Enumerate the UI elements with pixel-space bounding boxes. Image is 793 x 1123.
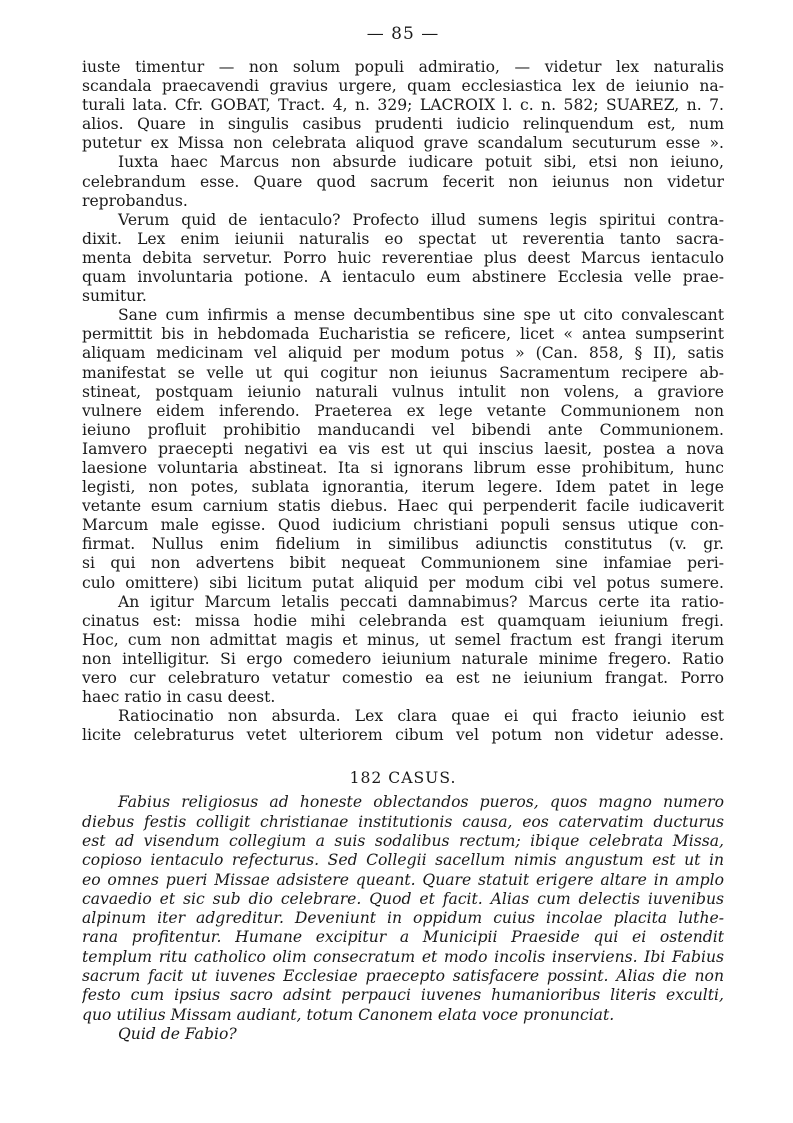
case-line: Fabius religiosus ad honeste oblectandos pueros, quos magno numero — [118, 793, 724, 812]
main-line: licite celebraturus vetet ulteriorem cibum vel potum non videtur adesse. — [82, 726, 724, 745]
main-line: non intelligitur. Si ergo comedero ieiunium naturale minime fregero. Ratio — [82, 649, 724, 668]
main-line: menta debita servetur. Porro huic reverentiae plus deest Marcus ientaculo — [82, 248, 724, 267]
case-line: est ad visendum collegium a suis sodalibus rectum; ibique celebrata Missa, — [82, 831, 724, 850]
case-line: copioso ientaculo refecturus. Sed Collegii sacellum nimis angustum est ut in — [82, 851, 724, 870]
case-line: sacrum facit ut iuvenes Ecclesiae praecepto satisfacere possint. Alias die non — [82, 967, 724, 986]
section-gap — [82, 745, 724, 767]
main-line: Verum quid de ientaculo? Profecto illud sumens legis spiritui contra- — [118, 210, 724, 229]
main-line: Sane cum infirmis a mense decumbentibus sine spe ut cito convalescant — [118, 306, 724, 325]
case-line: quo utilius Missam audiant, totum Canonem elata voce pronunciat. — [82, 1005, 615, 1024]
case-line: festo cum ipsius sacro adsint perpauci iuvenes humanioribus literis exculti, — [82, 986, 724, 1005]
main-line: iuste timentur — non solum populi admiratio, — videtur lex naturalis — [82, 58, 724, 76]
case-question: Quid de Fabio? — [118, 1024, 237, 1043]
main-line: sumitur. — [82, 287, 147, 306]
case-line: rana profitentur. Humane excipitur a Municipii Praeside qui ei ostendit — [82, 928, 724, 947]
case-line: cavaedio et sic sub dio celebrare. Quod et facit. Alias cum delectis iuvenibus — [82, 889, 724, 908]
case-line: templum ritu catholico olim consecratum et modo incolis inserviens. Ibi Fabius — [82, 947, 724, 966]
main-line: firmat. Nullus enim fidelium in similibus adiunctis constitutus (v. gr. — [82, 535, 724, 554]
main-line: celebrandum esse. Quare quod sacrum fecerit non ieiunus non videtur — [82, 172, 724, 191]
case-line: eo omnes pueri Missae adsistere queant. Quare statuit erigere altare in amplo — [82, 870, 724, 889]
main-line: permittit bis in hebdomada Eucharistia se reficere, licet « antea sumpserint — [82, 325, 724, 344]
main-line: quam involuntaria potione. A ientaculo eum abstinere Ecclesia velle prae- — [82, 268, 724, 287]
main-line: manifestat se velle ut qui cogitur non ieiunus Sacramentum recipere ab- — [82, 363, 724, 382]
main-line: Iamvero praecepti negativi ea vis est ut qui inscius laesit, postea a nova — [82, 439, 724, 458]
main-line: ieiuno profluit prohibitio manducandi vel bibendi ante Communionem. — [82, 420, 724, 439]
main-line: Hoc, cum non admittat magis et minus, ut semel fractum est frangi iterum — [82, 630, 724, 649]
main-line: stineat, postquam ieiunio naturali vulnus intulit non volens, a graviore — [82, 382, 724, 401]
main-line: laesione voluntaria abstineat. Ita si ignorans librum esse prohibitum, hunc — [82, 458, 724, 477]
main-line: vulnere eidem inferendo. Praeterea ex lege vetante Communionem non — [82, 401, 724, 420]
document-page — [82, 24, 724, 1044]
main-line: legisti, non potes, sublata ignorantia, iterum legere. Idem patet in lege — [82, 478, 724, 497]
main-line: Marcum male egisse. Quod iudicium christiani populi sensus utique con- — [82, 516, 724, 535]
main-line: turali lata. Cfr. GOBAT, Tract. 4, n. 329; LACROIX l. c. n. 582; SUAREZ, n. 7. — [82, 96, 724, 115]
case-title: 182 CASUS. — [349, 769, 457, 788]
main-line: alios. Quare in singulis casibus prudenti iudicio relinquendum est, num — [82, 115, 724, 134]
main-line: An igitur Marcum letalis peccati damnabimus? Marcus certe ita ratio- — [118, 592, 724, 611]
main-line: vero cur celebraturo vetatur comestio ea est ne ieiunium frangat. Porro — [82, 669, 724, 687]
main-line: si qui non advertens bibit nequeat Communionem sine infamiae peri- — [82, 554, 724, 573]
page-number: — 85 — — [366, 24, 440, 44]
main-line: dixit. Lex enim ieiunii naturalis eo spectat ut reverentia tanto sacra- — [82, 229, 724, 248]
main-line: Ratiocinatio non absurda. Lex clara quae ei qui fracto ieiunio est — [118, 707, 724, 726]
main-line: Iuxta haec Marcus non absurde iudicare potuit sibi, etsi non ieiuno, — [118, 153, 724, 172]
main-line: vetante esum carnium statis diebus. Haec qui perpenderit facile iudicaverit — [82, 497, 724, 516]
main-line: reprobandus. — [82, 191, 188, 210]
main-line: scandala praecavendi gravius urgere, quam ecclesiastica lex de ieiunio na- — [82, 77, 724, 96]
main-line: haec ratio in casu deest. — [82, 688, 276, 707]
case-text-body — [82, 793, 724, 1025]
main-line: aliquam medicinam vel aliquid per modum potus » (Can. 858, § II), satis — [82, 344, 724, 363]
case-line: alpinum iter adgreditur. Deveniunt in oppidum cuius incolae placita luthe- — [82, 909, 724, 928]
main-line: culo omittere) sibi licitum putat aliquid per modum cibi vel potus sumere. — [82, 573, 724, 592]
main-text-body — [82, 58, 724, 745]
case-line: diebus festis colligit christianae institutionis causa, eos catervatim ducturus — [82, 812, 724, 831]
main-line: putetur ex Missa non celebrata aliquod grave scandalum secuturum esse ». — [82, 134, 724, 153]
main-line: cinatus est: missa hodie mihi celebranda est quamquam ieiunium fregi. — [82, 611, 724, 630]
